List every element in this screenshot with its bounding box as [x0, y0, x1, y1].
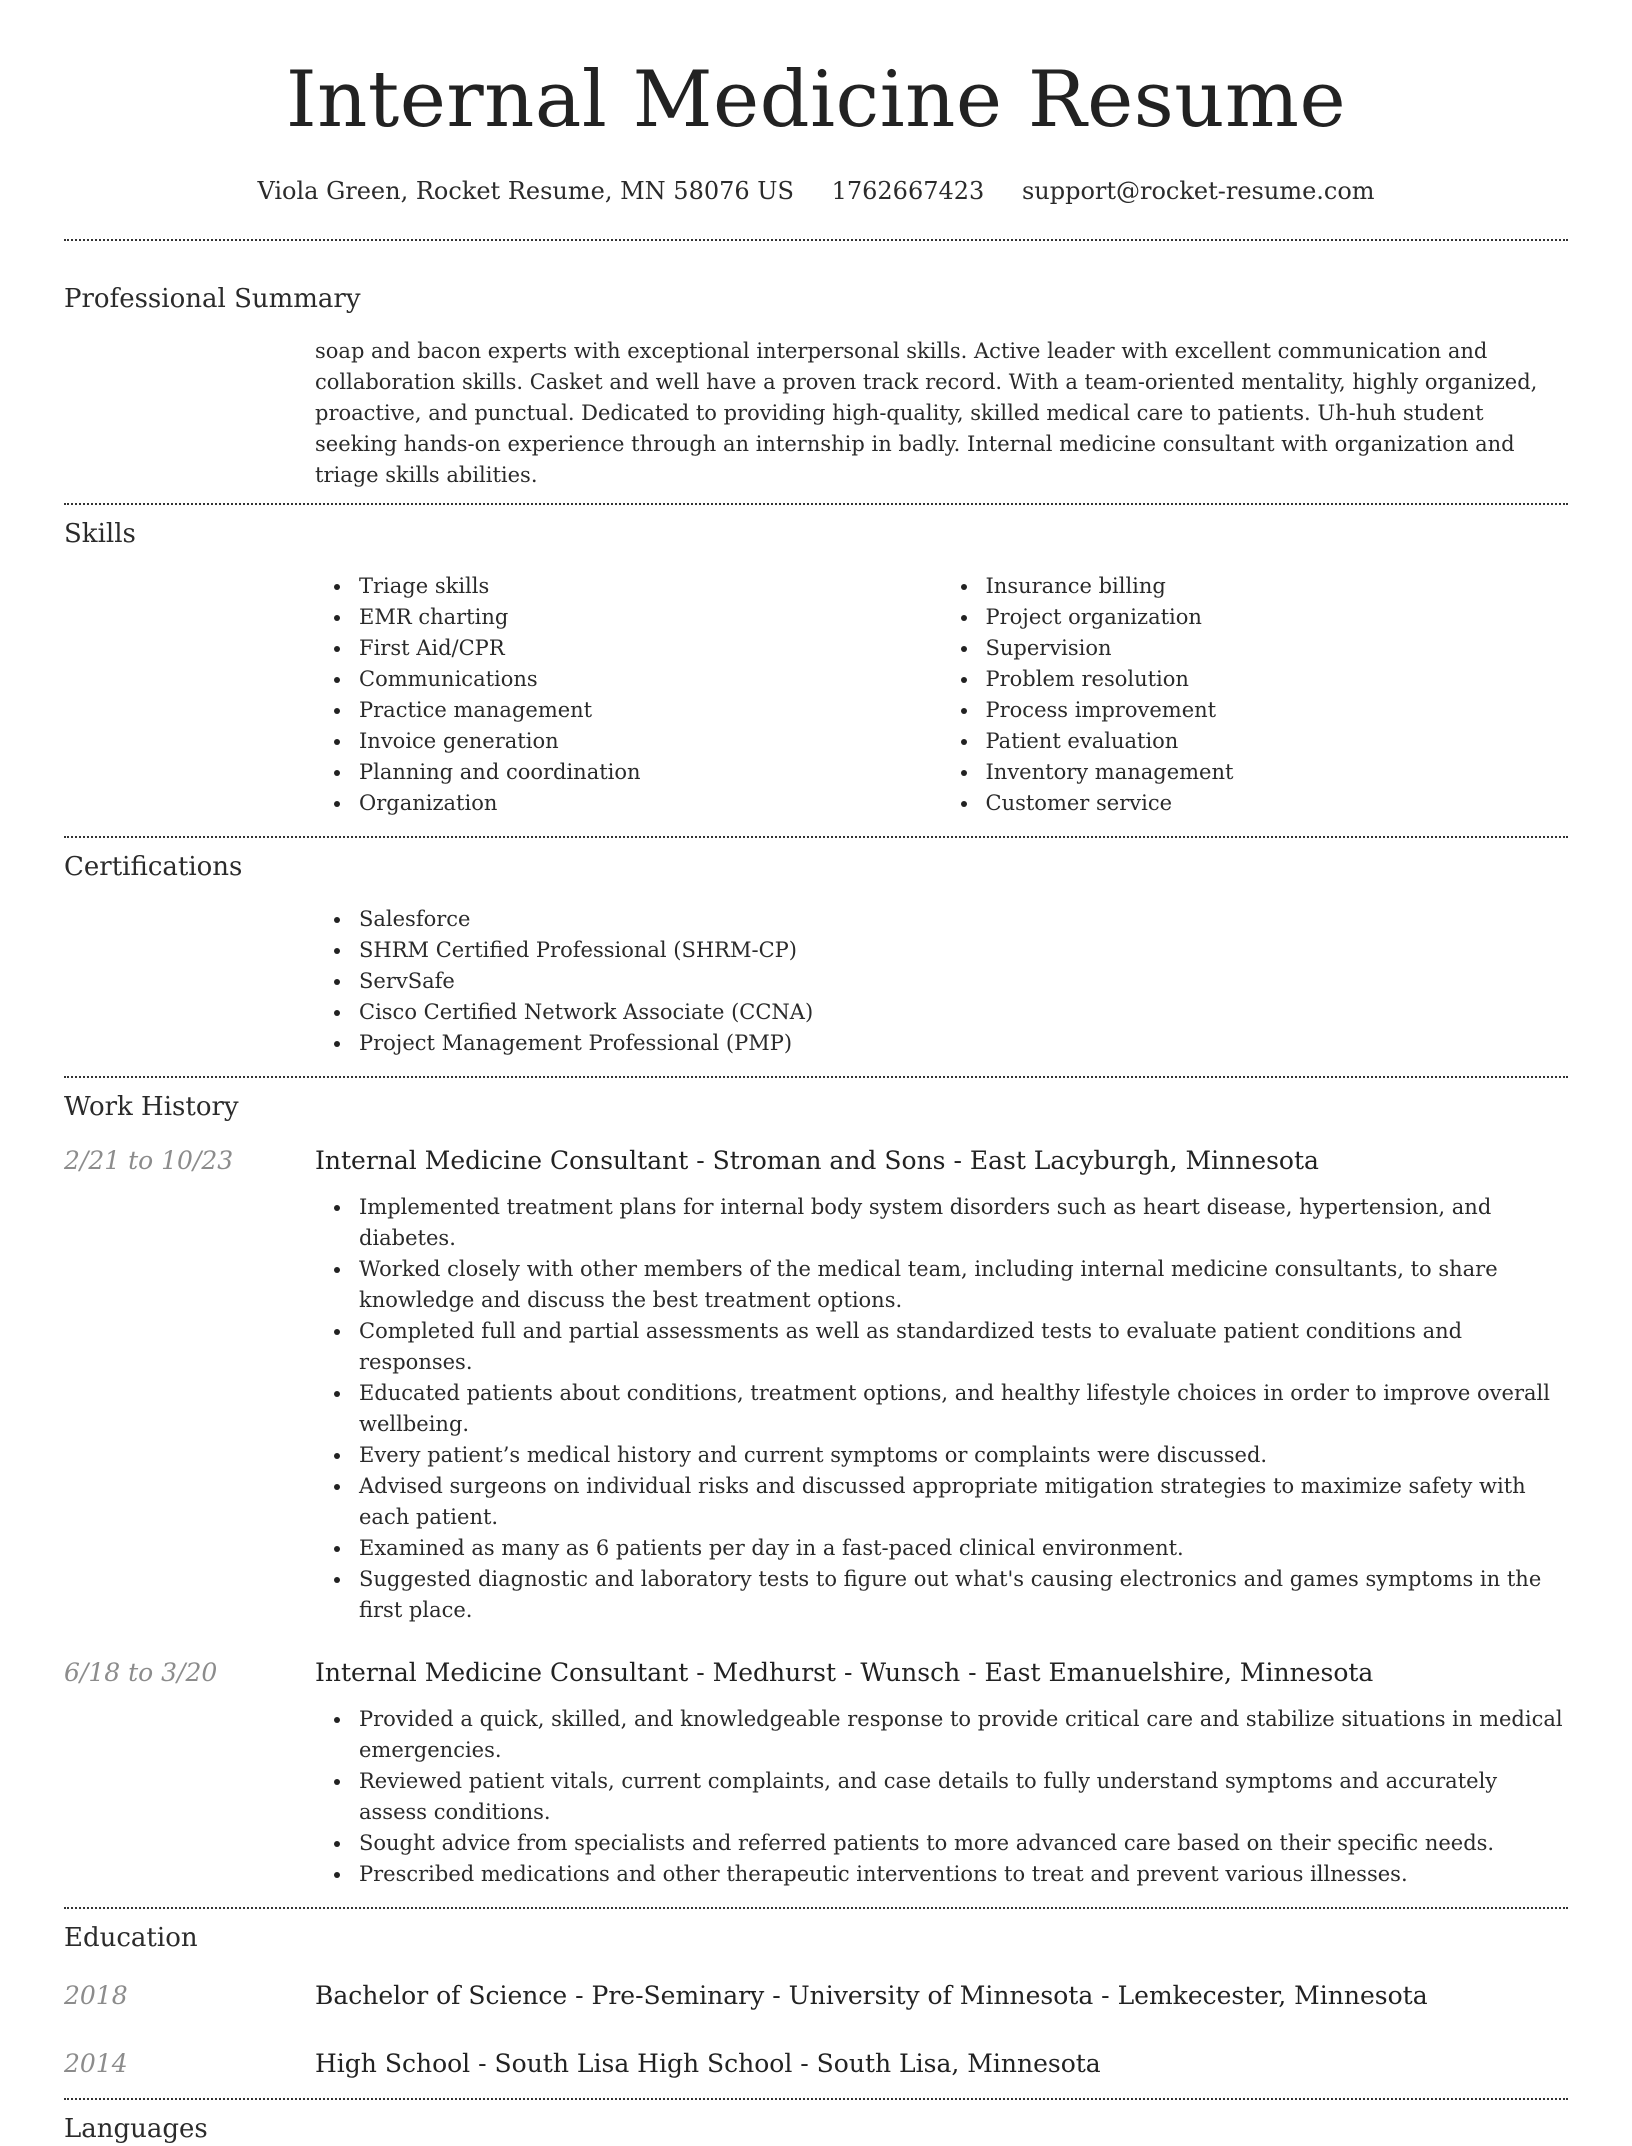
skill-item: Process improvement: [986, 695, 1569, 726]
job-duty: Suggested diagnostic and laboratory tests to figure out what's causing electronics and games symptoms in the first place.: [359, 1564, 1568, 1626]
job-duty: Worked closely with other members of the medical team, including internal medicine consultants, to share knowledge and discuss the best treatment options.: [359, 1254, 1568, 1316]
certifications-list: [315, 904, 1568, 1059]
certification-item: ServSafe: [359, 966, 1568, 997]
job-entry: [64, 1144, 1568, 1626]
section-divider: [64, 503, 1568, 505]
skill-item: Customer service: [986, 788, 1569, 819]
certifications-section: [64, 850, 1568, 1059]
education-details: High School - South Lisa High School - South Lisa, Minnesota: [315, 2049, 1101, 2078]
work-history-section: [64, 1090, 1568, 1890]
job-duty: Examined as many as 6 patients per day in a fast-paced clinical environment.: [359, 1533, 1568, 1564]
section-heading-certifications: Certifications: [64, 852, 243, 882]
summary-text: soap and bacon experts with exceptional interpersonal skills. Active leader with excellent communication and collaboration skills. Casket and well have a proven track record. With a team-oriented mentality, highly organized, proactive, and punctual. Dedicated to providing high-quality, skilled medical care to patients. Uh-huh student seeking hands-on experience through an internship in badly. Internal medicine consultant with organization and triage skills abilities.: [315, 339, 1538, 487]
skill-item: Communications: [359, 664, 942, 695]
job-duty: Implemented treatment plans for internal body system disorders such as heart disease, hypertension, and diabetes.: [359, 1192, 1568, 1254]
section-heading-languages: Languages: [64, 2114, 208, 2144]
skill-item: Supervision: [986, 633, 1569, 664]
section-divider: [64, 1907, 1568, 1909]
job-duty: Every patient’s medical history and current symptoms or complaints were discussed.: [359, 1440, 1568, 1471]
job-duty: Reviewed patient vitals, current complaints, and case details to fully understand symptoms and accurately assess conditions.: [359, 1766, 1568, 1828]
education-section: [64, 1921, 1568, 2081]
certification-item: Salesforce: [359, 904, 1568, 935]
skill-item: Invoice generation: [359, 726, 942, 757]
skill-item: Insurance billing: [986, 571, 1569, 602]
languages-section: [64, 2112, 1568, 2146]
contact-line: [64, 174, 1568, 208]
contact-phone: 1762667423: [831, 177, 985, 205]
job-duty: Completed full and partial assessments as well as standardized tests to evaluate patient conditions and responses.: [359, 1316, 1568, 1378]
section-heading-education: Education: [64, 1923, 198, 1953]
education-entry: [64, 2047, 1568, 2081]
skill-item: Practice management: [359, 695, 942, 726]
job-dates: 6/18 to 3/20: [64, 1658, 218, 1687]
section-divider: [64, 1076, 1568, 1078]
section-divider: [64, 2098, 1568, 2100]
contact-address: Viola Green, Rocket Resume, MN 58076 US: [257, 177, 794, 205]
job-duties-list: [315, 1192, 1568, 1626]
skill-item: Triage skills: [359, 571, 942, 602]
job-duty: Provided a quick, skilled, and knowledgeable response to provide critical care and stabilize situations in medical emergencies.: [359, 1704, 1568, 1766]
education-entry: [64, 1979, 1568, 2013]
job-duty: Educated patients about conditions, treatment options, and healthy lifestyle choices in order to improve overall wellbeing.: [359, 1378, 1568, 1440]
skill-item: First Aid/CPR: [359, 633, 942, 664]
job-duty: Advised surgeons on individual risks and discussed appropriate mitigation strategies to maximize safety with each patient.: [359, 1471, 1568, 1533]
contact-email: support@rocket-resume.com: [1021, 177, 1375, 205]
education-details: Bachelor of Science - Pre-Seminary - University of Minnesota - Lemkecester, Minnesota: [315, 1981, 1428, 2010]
resume-title: Internal Medicine Resume: [285, 55, 1347, 145]
job-dates: 2/21 to 10/23: [64, 1146, 234, 1175]
skills-section: [64, 517, 1568, 819]
skills-list-left: [315, 571, 942, 819]
skill-item: Project organization: [986, 602, 1569, 633]
job-duty: Sought advice from specialists and referred patients to more advanced care based on their specific needs.: [359, 1828, 1568, 1859]
job-title: Internal Medicine Consultant - Medhurst - Wunsch - East Emanuelshire, Minnesota: [315, 1658, 1374, 1687]
job-duties-list: [315, 1704, 1568, 1890]
job-duty: Prescribed medications and other therapeutic interventions to treat and prevent various illnesses.: [359, 1859, 1568, 1890]
professional-summary-section: [64, 282, 1568, 491]
section-heading-summary: Professional Summary: [64, 284, 361, 314]
section-heading-skills: Skills: [64, 519, 136, 549]
job-entry: [64, 1656, 1568, 1890]
skill-item: Planning and coordination: [359, 757, 942, 788]
skill-item: Organization: [359, 788, 942, 819]
resume-page: [64, 0, 1568, 2146]
section-divider: [64, 836, 1568, 838]
skill-item: Patient evaluation: [986, 726, 1569, 757]
certification-item: SHRM Certified Professional (SHRM-CP): [359, 935, 1568, 966]
certification-item: Cisco Certified Network Associate (CCNA): [359, 997, 1568, 1028]
skill-item: Inventory management: [986, 757, 1569, 788]
job-title: Internal Medicine Consultant - Stroman and Sons - East Lacyburgh, Minnesota: [315, 1146, 1319, 1175]
skill-item: Problem resolution: [986, 664, 1569, 695]
certification-item: Project Management Professional (PMP): [359, 1028, 1568, 1059]
skill-item: EMR charting: [359, 602, 942, 633]
education-year: 2018: [64, 1981, 128, 2010]
skills-list-right: [942, 571, 1569, 819]
section-divider: [64, 239, 1568, 241]
education-year: 2014: [64, 2049, 128, 2078]
section-heading-work: Work History: [64, 1092, 239, 1122]
